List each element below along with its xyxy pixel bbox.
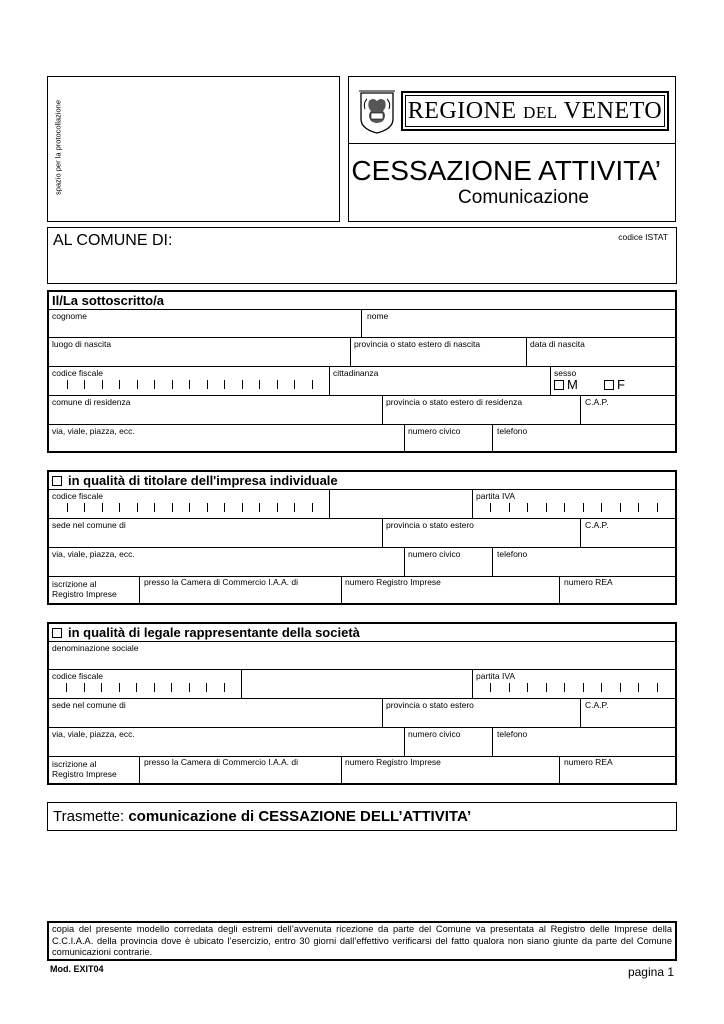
iscrizione-label: iscrizione al Registro Imprese [52, 759, 117, 779]
digit-separator [154, 683, 155, 692]
digit-separator [277, 380, 278, 389]
digit-separator [242, 380, 243, 389]
comune-residenza-label: comune di residenza [52, 397, 131, 407]
titolare-checkbox[interactable] [52, 476, 62, 486]
digit-separator [102, 503, 103, 512]
digit-separator [657, 503, 658, 512]
comune-label: AL COMUNE DI: [53, 232, 173, 249]
via-label: via, viale, piazza, ecc. [52, 426, 135, 436]
digit-separator [546, 683, 547, 692]
digit-separator [154, 503, 155, 512]
nome-label: nome [367, 311, 389, 321]
digit-separator [224, 683, 225, 692]
digit-separator [136, 683, 137, 692]
telefono-label: telefono [497, 729, 528, 739]
digit-separator [490, 503, 491, 512]
prov-nascita-label: provincia o stato estero di nascita [354, 339, 481, 349]
digit-separator [242, 503, 243, 512]
legale-section [47, 622, 677, 785]
digit-separator [137, 503, 138, 512]
digit-separator [509, 503, 510, 512]
via-label: via, viale, piazza, ecc. [52, 729, 135, 739]
region-name: REGIONE del VENETO [407, 98, 663, 124]
piva-ticks [472, 503, 675, 512]
sesso-f-option[interactable]: F [604, 378, 625, 392]
cap-label: C.A.P. [585, 397, 609, 407]
page-number: pagina 1 [627, 965, 674, 979]
sottoscritto-section [47, 290, 677, 453]
telefono-label: telefono [497, 426, 528, 436]
title-divider [349, 143, 675, 144]
titolare-title: in qualità di titolare dell'impresa individuale [68, 473, 338, 488]
digit-separator [583, 503, 584, 512]
lion-crest-icon [357, 89, 397, 135]
checkbox-f[interactable] [604, 380, 614, 390]
num-registro-label: numero Registro Imprese [345, 577, 441, 587]
digit-separator [638, 683, 639, 692]
partita-iva-label: partita IVA [476, 671, 516, 681]
digit-separator [294, 380, 295, 389]
num-registro-label: numero Registro Imprese [345, 757, 441, 767]
digit-separator [101, 683, 102, 692]
title-box [348, 76, 676, 222]
legale-title: in qualità di legale rappresentante della società [68, 625, 360, 640]
digit-separator [119, 380, 120, 389]
digit-separator [564, 503, 565, 512]
digit-separator [102, 380, 103, 389]
digit-separator [638, 503, 639, 512]
digit-separator [601, 683, 602, 692]
codice-fiscale-label: codice fiscale [52, 491, 104, 501]
legale-checkbox[interactable] [52, 628, 62, 638]
digit-separator [137, 380, 138, 389]
titolare-section [47, 470, 677, 605]
digit-separator [527, 503, 528, 512]
num-rea-label: numero REA [564, 757, 613, 767]
cap-label: C.A.P. [585, 520, 609, 530]
checkbox-m[interactable] [554, 380, 564, 390]
iscrizione-label: iscrizione al Registro Imprese [52, 579, 117, 599]
digit-separator [583, 683, 584, 692]
digit-separator [84, 503, 85, 512]
telefono-label: telefono [497, 549, 528, 559]
camera-label: presso la Camera di Commercio I.A.A. di [144, 757, 298, 767]
legale-option[interactable] [52, 625, 360, 641]
numero-civico-label: numero civico [408, 549, 461, 559]
protocol-box [47, 76, 340, 222]
cittadinanza-label: cittadinanza [333, 368, 379, 378]
digit-separator [119, 503, 120, 512]
digit-separator [294, 503, 295, 512]
sesso-label: sesso [554, 368, 577, 378]
digit-separator [224, 380, 225, 389]
prov-residenza-label: provincia o stato estero di residenza [386, 397, 523, 407]
region-logo [357, 89, 397, 135]
digit-separator [189, 683, 190, 692]
digit-separator [207, 380, 208, 389]
protocol-label: spazio per la protocollazione [53, 99, 63, 196]
data-nascita-label: data di nascita [530, 339, 585, 349]
digit-separator [84, 380, 85, 389]
num-rea-label: numero REA [564, 577, 613, 587]
cap-label: C.A.P. [585, 700, 609, 710]
form-subtitle: Comunicazione [458, 187, 589, 208]
digit-separator [67, 380, 68, 389]
codice-fiscale-label: codice fiscale [52, 671, 104, 681]
digit-separator [546, 503, 547, 512]
digit-separator [172, 503, 173, 512]
digit-separator [189, 380, 190, 389]
digit-separator [312, 380, 313, 389]
digit-separator [119, 683, 120, 692]
camera-label: presso la Camera di Commercio I.A.A. di [144, 577, 298, 587]
digit-separator [206, 683, 207, 692]
via-label: via, viale, piazza, ecc. [52, 549, 135, 559]
digit-separator [527, 683, 528, 692]
luogo-nascita-label: luogo di nascita [52, 339, 112, 349]
digit-separator [620, 683, 621, 692]
digit-separator [312, 503, 313, 512]
partita-iva-label: partita IVA [476, 491, 516, 501]
digit-separator [171, 683, 172, 692]
trasmette-prefix: Trasmette: [53, 808, 125, 825]
form-title: CESSAZIONE ATTIVITA’ [351, 155, 661, 186]
trasmette-box [47, 802, 677, 831]
numero-civico-label: numero civico [408, 426, 461, 436]
trasmette-body: comunicazione di CESSAZIONE DELL’ATTIVITA’ [128, 808, 472, 825]
sottoscritto-title: Il/La sottoscritto/a [52, 293, 164, 308]
digit-separator [154, 380, 155, 389]
comune-box [47, 227, 677, 284]
trasmette-text [53, 808, 471, 825]
sede-label: sede nel comune di [52, 520, 126, 530]
cf-ticks [49, 503, 329, 512]
digit-separator [620, 503, 621, 512]
digit-separator [66, 683, 67, 692]
digit-separator [259, 503, 260, 512]
sesso-m-option[interactable]: M [554, 378, 578, 392]
denominazione-label: denominazione sociale [52, 643, 139, 653]
region-banner [401, 91, 669, 131]
cognome-label: cognome [52, 311, 87, 321]
titolare-option[interactable] [52, 473, 338, 489]
istat-label: codice ISTAT [618, 232, 668, 242]
digit-separator [189, 503, 190, 512]
prov-label: provincia o stato estero [386, 520, 474, 530]
cf-ticks [49, 683, 241, 692]
digit-separator [601, 503, 602, 512]
prov-label: provincia o stato estero [386, 700, 474, 710]
digit-separator [207, 503, 208, 512]
digit-separator [84, 683, 85, 692]
digit-separator [259, 380, 260, 389]
digit-separator [277, 503, 278, 512]
digit-separator [490, 683, 491, 692]
digit-separator [509, 683, 510, 692]
digit-separator [67, 503, 68, 512]
digit-separator [224, 503, 225, 512]
cf-ticks [49, 380, 329, 389]
numero-civico-label: numero civico [408, 729, 461, 739]
piva-ticks [472, 683, 675, 692]
codice-fiscale-label: codice fiscale [52, 368, 104, 378]
sede-label: sede nel comune di [52, 700, 126, 710]
digit-separator [172, 380, 173, 389]
digit-separator [564, 683, 565, 692]
model-code: Mod. EXIT04 [50, 964, 104, 974]
footer-note: copia del presente modello corredata degli estremi dell’avvenuta ricezione da parte del Comune va presentata al Registro delle Imprese della C.C.I.A.A. della provincia dove è ubicato l’esercizio, entro 30 giorni dall’effettivo verificarsi del fatto qualora non siano giunte da parte del Comune comunicazioni contrarie. [52, 924, 672, 957]
digit-separator [657, 683, 658, 692]
footer-note-box [47, 921, 677, 961]
